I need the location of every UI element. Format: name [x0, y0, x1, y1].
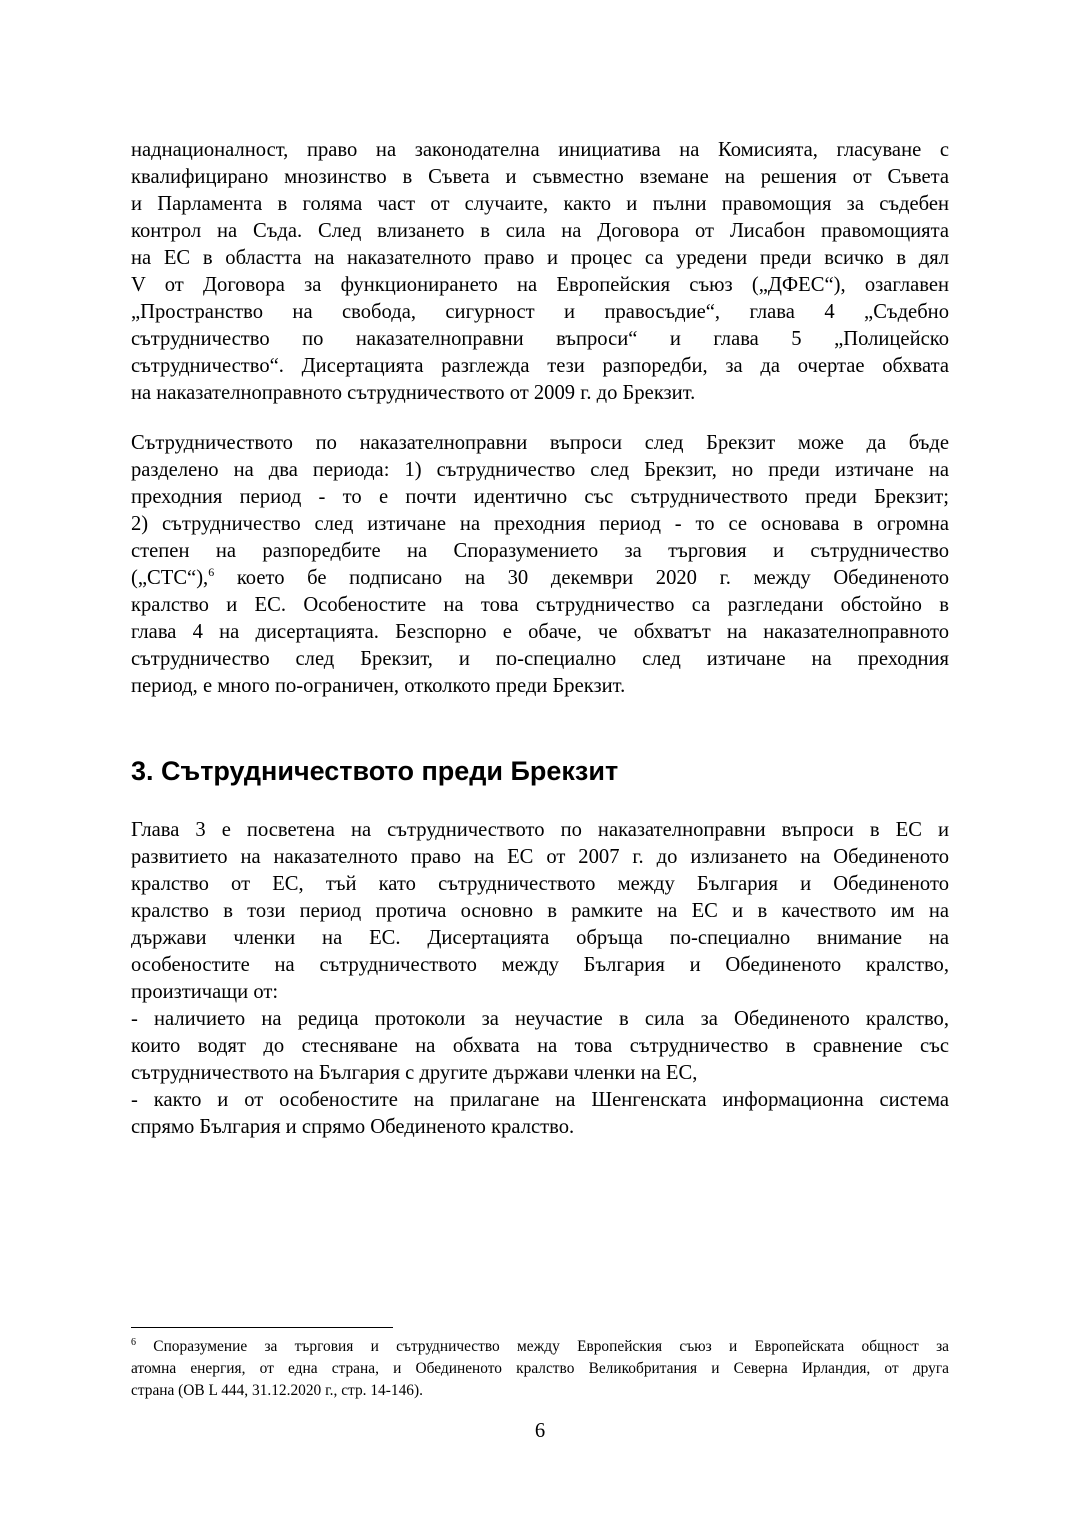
text-line: преходния период - то е почти идентично със сътрудничеството преди Брекзит; [131, 486, 949, 508]
text-line: сътрудничество по наказателноправни въпроси“ и глава 5 „Полицейско [131, 328, 949, 350]
footnote-number: 6 [131, 1337, 136, 1348]
list-item-line: - наличието на редица протоколи за неучастие в сила за Обединеното кралство, [131, 1008, 949, 1030]
footnote-line [131, 1336, 949, 1358]
footnote-text: Споразумение за търговия и сътрудничество между Европейския съюз и Европейската общност за [136, 1338, 949, 1355]
list-item-line: сътрудничеството на България с другите държави членки на ЕС, [131, 1062, 698, 1084]
list-item-line: които водят до стесняване на обхвата на това сътрудничество в сравнение със [131, 1035, 949, 1057]
text-line: квалифицирано мнозинство в Съвета и съвместно вземане на решения от Съвета [131, 166, 949, 188]
text-line: кралство в този период протича основно в рамките на ЕС и в качеството им на [131, 900, 949, 922]
text-line: сътрудничество“. Дисертацията разглежда тези разпоредби, за да очертае обхвата [131, 355, 949, 377]
text-line: произтичащи от: [131, 981, 279, 1003]
tca-abbreviation: („СТС“), [131, 567, 209, 589]
page-number: 6 [534, 1420, 546, 1442]
list-item-line: спрямо България и спрямо Обединеното кралство. [131, 1116, 575, 1138]
text-line: „Пространство на свобода, сигурност и правосъдие“, глава 4 „Съдебно [131, 301, 949, 323]
text-line: кралство и ЕС. Особеностите на това сътрудничество са разгледани обстойно в [131, 594, 949, 616]
text-line: период, е много по-ограничен, отколкото преди Брекзит. [131, 675, 626, 697]
text-line: контрол на Съда. След влизането в сила на Договора от Лисабон правомощията [131, 220, 949, 242]
list-item-line: - както и от особеностите на прилагане на Шенгенската информационна система [131, 1089, 949, 1111]
paragraph-eu-competences [131, 137, 949, 407]
text-line: разделено на два периода: 1) сътрудничество след Брекзит, но преди изтичане на [131, 459, 949, 481]
footnote-line: страна (ОВ L 444, 31.12.2020 г., стр. 14-146). [131, 1382, 423, 1399]
text-line: и Парламента в голяма част от случаите, както и пълни правомощия за съдебен [131, 193, 949, 215]
footnote-line: атомна енергия, от една страна, и Обединеното кралство Великобритания и Северна Ирландия, от друга [131, 1360, 949, 1377]
text-fragment: което бе подписано на 30 декември 2020 г. между Обединеното [214, 567, 949, 589]
text-line: сътрудничество след Брекзит, и по-специално след изтичане на преходния [131, 648, 949, 670]
text-line: степен на разпоредбите на Споразумението за търговия и сътрудничество [131, 540, 949, 562]
text-line: развитието на наказателното право на ЕС от 2007 г. до излизането на Обединеното [131, 846, 949, 868]
footnote [131, 1336, 949, 1402]
section-heading: 3. Сътрудничеството преди Брекзит [131, 756, 619, 786]
footnote-separator [131, 1327, 393, 1328]
text-line: особеностите на сътрудничеството между България и Обединеното кралство, [131, 954, 949, 976]
text-line: глава 4 на дисертацията. Безспорно е обаче, че обхватът на наказателноправното [131, 621, 949, 643]
text-line: държави членки на ЕС. Дисертацията обръща по-специално внимание на [131, 927, 949, 949]
text-line: Глава 3 е посветена на сътрудничеството по наказателноправни въпроси в ЕС и [131, 819, 949, 841]
text-line: 2) сътрудничество след изтичане на преходния период - то се основава в огромна [131, 513, 949, 535]
text-line: наднационалност, право на законодателна инициатива на Комисията, гласуване с [131, 139, 949, 161]
text-line: на наказателноправното сътрудничеството от 2009 г. до Брекзит. [131, 382, 696, 404]
text-line: V от Договора за функционирането на Европейския съюз („ДФЕС“), озаглавен [131, 274, 949, 296]
text-line: Сътрудничеството по наказателноправни въпроси след Брекзит може да бъде [131, 432, 949, 454]
text-line [131, 565, 949, 592]
paragraph-post-brexit-cooperation [131, 430, 949, 700]
paragraph-pre-brexit-cooperation [131, 817, 949, 1141]
footnote-reference[interactable]: 6 [208, 565, 215, 579]
text-line: кралство от ЕС, тъй като сътрудничеството между България и Обединеното [131, 873, 949, 895]
text-line: на ЕС в областта на наказателното право и процес са уредени преди всичко в дял [131, 247, 949, 269]
